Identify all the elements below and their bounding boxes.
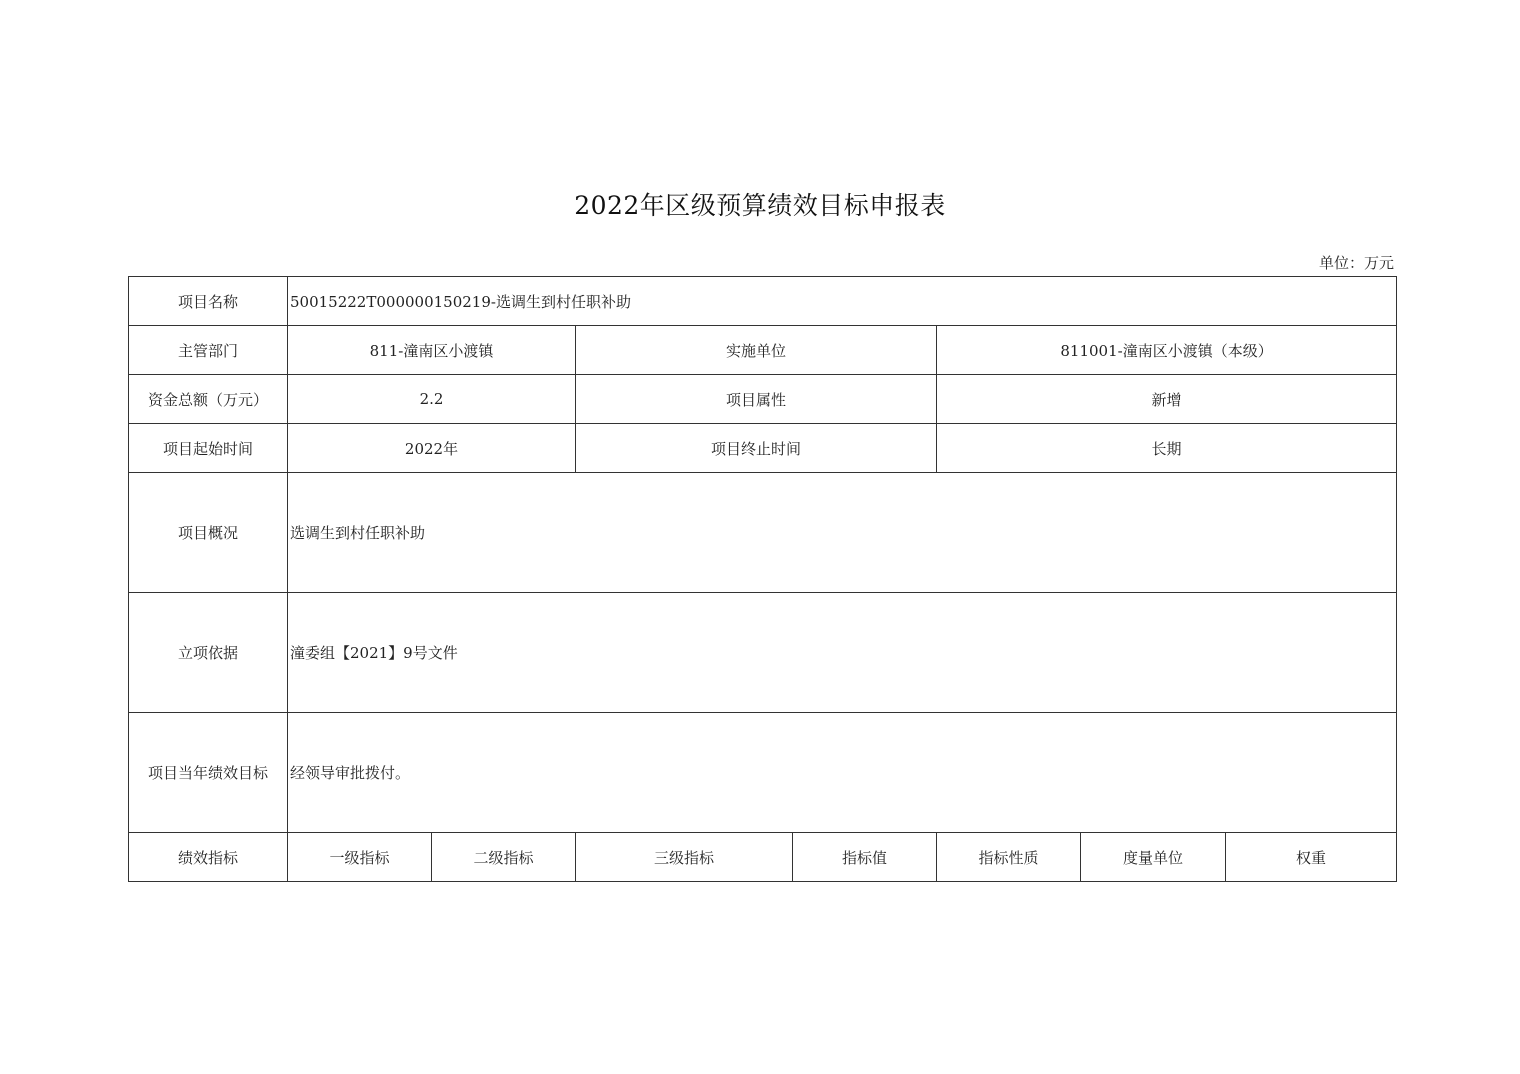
project-name-label: 项目名称 (129, 277, 288, 326)
row-project-name (129, 277, 1397, 326)
start-time-value: 2022年 (288, 424, 576, 473)
header-weight: 权重 (1226, 833, 1397, 882)
header-indicator-nature: 指标性质 (937, 833, 1081, 882)
row-goal (129, 713, 1397, 833)
header-level2: 二级指标 (432, 833, 576, 882)
header-indicator-value: 指标值 (793, 833, 937, 882)
basis-label: 立项依据 (129, 593, 288, 713)
project-attribute-value: 新增 (937, 375, 1397, 424)
header-level1: 一级指标 (288, 833, 432, 882)
goal-label: 项目当年绩效目标 (129, 713, 288, 833)
department-label: 主管部门 (129, 326, 288, 375)
project-attribute-label: 项目属性 (576, 375, 937, 424)
unit-label: 单位：万元 (1318, 254, 1394, 272)
row-overview (129, 473, 1397, 593)
overview-label: 项目概况 (129, 473, 288, 593)
end-time-value: 长期 (937, 424, 1397, 473)
project-name-value: 50015222T000000150219-选调生到村任职补助 (288, 277, 1397, 326)
header-measure-unit: 度量单位 (1081, 833, 1226, 882)
implementing-unit-label: 实施单位 (576, 326, 937, 375)
end-time-label: 项目终止时间 (576, 424, 937, 473)
header-level3: 三级指标 (576, 833, 793, 882)
funds-value: 2.2 (288, 375, 576, 424)
indicators-label: 绩效指标 (129, 833, 288, 882)
goal-value: 经领导审批拨付。 (288, 713, 1397, 833)
implementing-unit-value: 811001-潼南区小渡镇（本级） (937, 326, 1397, 375)
page-title: 2022年区级预算绩效目标申报表 (574, 191, 946, 220)
row-funds (129, 375, 1397, 424)
budget-performance-form (128, 276, 1397, 882)
row-indicators (129, 833, 1397, 882)
department-value: 811-潼南区小渡镇 (288, 326, 576, 375)
row-basis (129, 593, 1397, 713)
start-time-label: 项目起始时间 (129, 424, 288, 473)
overview-value: 选调生到村任职补助 (288, 473, 1397, 593)
row-department (129, 326, 1397, 375)
basis-value: 潼委组【2021】9号文件 (288, 593, 1397, 713)
row-time (129, 424, 1397, 473)
funds-label: 资金总额（万元） (129, 375, 288, 424)
